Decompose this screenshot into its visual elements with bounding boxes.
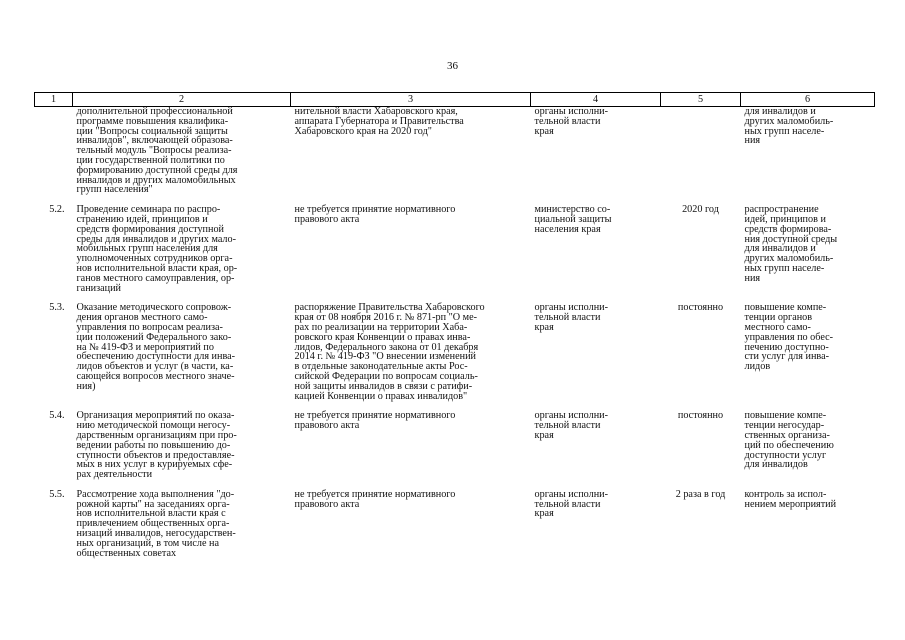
table-row-continuation — [35, 107, 875, 202]
act-text: нительной власти Хабаровского края, аппарата Губернатора и Правительства Хабаровского края на 2020 год" — [294, 106, 464, 137]
executor-cell — [531, 107, 661, 202]
header-col-6: 6 — [741, 93, 875, 107]
measure-cell — [73, 407, 291, 486]
act-text: не требуется принятие нормативного правового акта — [294, 410, 456, 432]
act-text: распоряжение Правительства Хабаровского края от 08 ноября 2016 г. № 871-рп "О ме- рах по реализации на территории Хаба- ровского края Конвенции о правах инва- лидов, Федерального закона от 01 декабря 2014 г. № 419-ФЗ "О внесении изменений в отдельные законодательные акты Рос- сийской Федерации по вопросам социаль- ной защиты инвалидов в связи с ратифи- кацией Конвенции о правах инвалидов" — [294, 302, 485, 402]
table-row — [35, 299, 875, 407]
row-number: 5.4. — [49, 410, 65, 422]
result-cell — [741, 299, 875, 407]
term-cell — [661, 486, 741, 565]
act-text: не требуется принятие нормативного правового акта — [294, 204, 456, 225]
row-number: 5.2. — [49, 204, 65, 216]
header-col-3: 3 — [291, 93, 531, 107]
measure-text: Проведение семинара по распро- странению идей, принципов и средств формирования доступной среды для инвалидов и других мало- мобильных групп населения для уполномоченных сотрудников орга- нов исполнительной власти края, ор- ганов местного самоуправления, ор- ганизаций — [76, 204, 238, 294]
executor-text: органы исполни- тельной власти края — [534, 410, 608, 441]
term-text: постоянно — [677, 302, 724, 314]
measure-text: Организация мероприятий по оказа- нию методической помощи негосу- дарственным организациям при про- ведении работы по повышению до- ступности объектов и предоставляе- мых в них услуг в курируемых сфе- рах деятельности — [76, 410, 237, 481]
result-text: распространение идей, принципов и средств формирова- ния доступной среды для инвалидов и других маломобиль- ных групп населе- ния — [744, 204, 838, 284]
measure-cell — [73, 201, 291, 299]
term-cell — [661, 201, 741, 299]
table-row — [35, 201, 875, 299]
executor-text: министерство со- циальной защиты населения края — [534, 204, 612, 235]
act-cell — [291, 299, 531, 407]
term-text: постоянно — [677, 410, 724, 422]
header-col-5: 5 — [661, 93, 741, 107]
page-number: 36 — [447, 60, 458, 72]
table-row — [35, 407, 875, 486]
executor-cell — [531, 407, 661, 486]
act-cell — [291, 486, 531, 565]
term-text: 2 раза в год — [675, 488, 726, 500]
row-number: 5.5. — [49, 488, 65, 500]
act-cell — [291, 107, 531, 202]
term-cell — [661, 407, 741, 486]
act-cell — [291, 407, 531, 486]
table-header-row — [35, 93, 875, 107]
act-cell — [291, 201, 531, 299]
measure-cell — [73, 299, 291, 407]
executor-text: органы исполни- тельной власти края — [534, 106, 608, 137]
executor-text: органы исполни- тельной власти края — [534, 488, 608, 520]
term-cell — [661, 299, 741, 407]
header-col-2: 2 — [73, 93, 291, 107]
executor-cell — [531, 486, 661, 565]
executor-cell — [531, 299, 661, 407]
measure-text: Оказание методического сопровож- дения органов местного само- управления по вопросам реализа- ции положений Федерального зако- на № 419-ФЗ и мероприятий по обеспечению доступности для инва- лидов объектов и услуг (в части, ка- сающейся вопросов местного значе- ния) — [76, 302, 236, 392]
act-text: не требуется принятие нормативного правового акта — [294, 488, 456, 510]
measure-cell — [73, 107, 291, 202]
row-number: 5.3. — [49, 302, 65, 314]
result-text: контроль за испол- нением мероприятий — [744, 488, 837, 510]
result-text: повышение компе- тенции органов местного само- управления по обес- печению доступно- сти услуг для инва- лидов — [744, 302, 834, 373]
result-cell — [741, 107, 875, 202]
measure-text: дополнительной профессиональной программе повышения квалифика- ции "Вопросы социальной защиты инвалидов", включающей образова- тельный модуль "Вопросы реализа- ции государственной политики по формированию доступной среды для инвалидов и других маломобильных групп населения" — [76, 106, 238, 196]
header-col-4: 4 — [531, 93, 661, 107]
result-cell — [741, 486, 875, 565]
term-text: 2020 год — [682, 204, 719, 216]
result-cell — [741, 407, 875, 486]
executor-text: органы исполни- тельной власти края — [534, 302, 608, 333]
result-cell — [741, 201, 875, 299]
header-col-1: 1 — [35, 93, 73, 107]
measures-table — [34, 92, 875, 564]
row-number — [35, 107, 73, 202]
result-text: для инвалидов и других маломобиль- ных групп населе- ния — [744, 106, 834, 147]
result-text: повышение компе- тенции негосудар- ственных организа- ций по обеспечению доступности услуг для инвалидов — [744, 410, 834, 471]
measure-text: Рассмотрение хода выполнения "до- рожной карты" на заседаниях орга- нов исполнительной власти края с привлечением общественных орга- низаций инвалидов, негосударствен- ных организаций, в том числе на общественных советах — [76, 488, 236, 559]
executor-cell — [531, 201, 661, 299]
measure-cell — [73, 486, 291, 565]
table-row — [35, 486, 875, 565]
term-cell — [661, 107, 741, 202]
